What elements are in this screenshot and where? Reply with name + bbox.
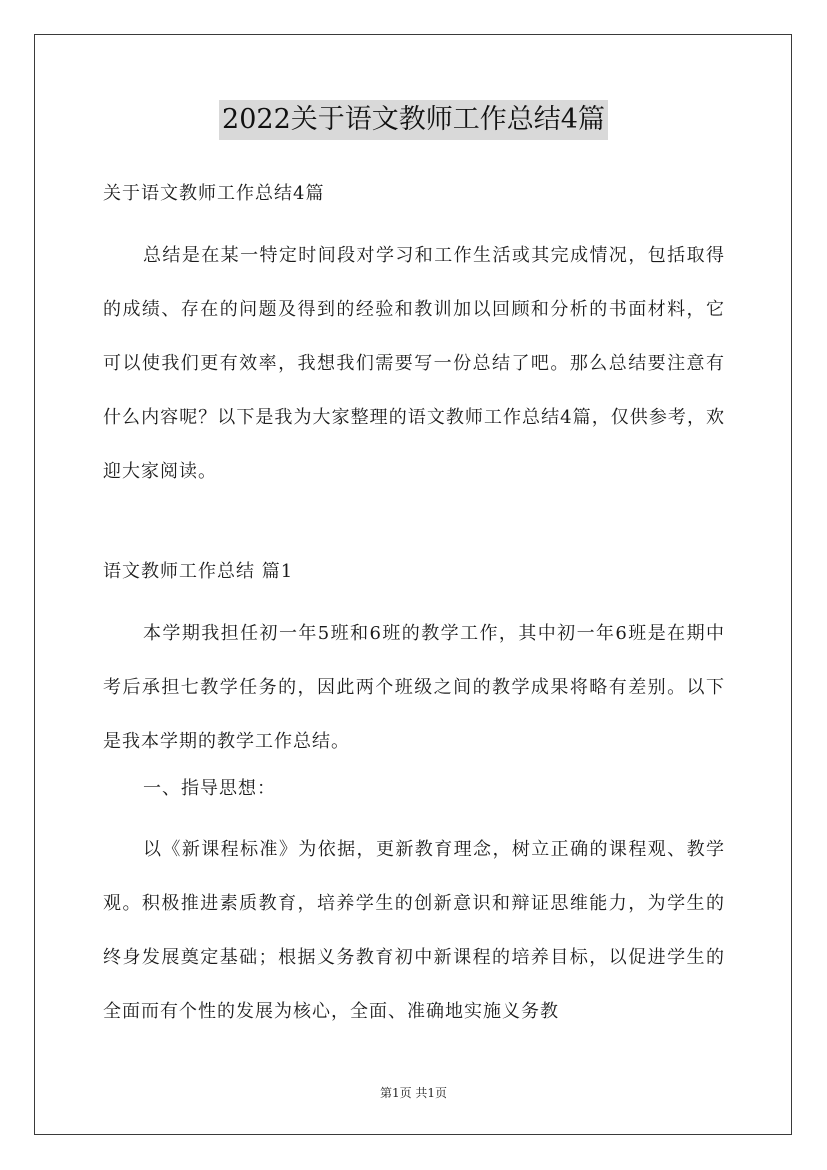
- document-subtitle: 关于语文教师工作总结4篇: [103, 183, 325, 204]
- document-title: 2022关于语文教师工作总结4篇: [219, 100, 608, 140]
- intro-paragraph: 总结是在某一特定时间段对学习和工作生活或其完成情况，包括取得的成绩、存在的问题及得到的经验和教训加以回顾和分析的书面材料，它可以使我们更有效率，我想我们需要写一份总结了吧。那么总结要注意有什么内容呢？以下是我为大家整理的语文教师工作总结4篇，仅供参考，欢迎大家阅读。: [103, 245, 725, 482]
- title-container: [0, 100, 827, 140]
- body-paragraph: 本学期我担任初一年5班和6班的教学工作，其中初一年6班是在期中考后承担七教学任务的，因此两个班级之间的教学成果将略有差别。以下是我本学期的教学工作总结。: [103, 623, 725, 752]
- body-paragraph: 以《新课程标准》为依据，更新教育理念，树立正确的课程观、教学观。积极推进素质教育，培养学生的创新意识和辩证思维能力，为学生的终身发展奠定基础；根据义务教育初中新课程的培养目标，以促进学生的全面而有个性的发展为核心，全面、准确地实施义务教: [103, 839, 725, 1022]
- subsection-heading: 一、指导思想：: [143, 778, 276, 799]
- page-number: 第1页 共1页: [379, 1086, 448, 1100]
- section-heading: 语文教师工作总结 篇1: [103, 561, 294, 582]
